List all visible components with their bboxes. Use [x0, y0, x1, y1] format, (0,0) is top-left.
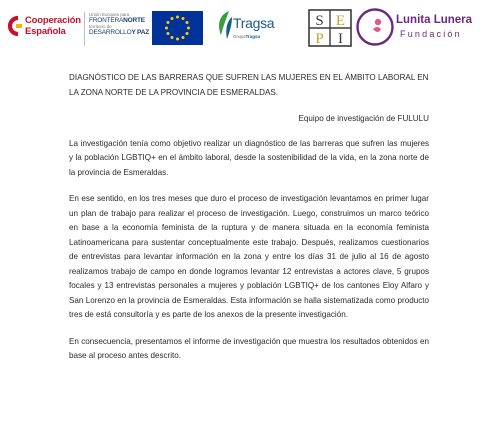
- tragsa-sub-b: Tragsa: [245, 34, 261, 39]
- frontera-small-2: territorio de: [89, 24, 112, 29]
- frontera-big-1: [89, 17, 151, 24]
- eu-star-icon: [166, 32, 169, 35]
- svg-text:E: E: [335, 13, 346, 29]
- paragraph-3: En consecuencia, presentamos el informe de investigación que muestra los resultados obtenidos en base al proceso antes descrito.: [69, 336, 429, 360]
- eu-star-icon: [187, 27, 190, 30]
- document-body: [69, 71, 429, 376]
- tragsa-logo: [215, 9, 285, 49]
- frontera-norte-logo: [84, 12, 151, 46]
- eu-star-icon: [176, 38, 179, 41]
- frontera-big-1a: FRONTERA: [89, 17, 124, 24]
- tragsa-sub: [233, 34, 260, 39]
- eu-flag-icon: [152, 11, 203, 45]
- eu-star-icon: [182, 17, 185, 20]
- eu-star-icon: [165, 27, 168, 30]
- eu-star-icon: [182, 36, 185, 39]
- lunita-lunera-logo: [356, 8, 486, 48]
- sepi-logo: [306, 8, 354, 48]
- frontera-small-1: Unión Europea para: [89, 12, 130, 17]
- eu-star-icon: [166, 21, 169, 24]
- lunita-name: Lunita Lunera: [396, 14, 473, 26]
- lunita-emblem-icon: [356, 8, 394, 46]
- tragsa-name: Tragsa: [233, 15, 275, 31]
- eu-star-icon: [171, 36, 174, 39]
- cooperacion-line1: Cooperación: [25, 15, 81, 26]
- document-team: Equipo de investigación de FULULU: [298, 114, 429, 123]
- svg-text:P: P: [315, 31, 324, 47]
- lunita-sub: Fundación: [400, 29, 462, 39]
- logo-strip: [0, 0, 490, 60]
- cooperacion-espanola-logo: [4, 13, 81, 41]
- frontera-big-2a: DESARROLLO: [89, 29, 132, 36]
- svg-text:I: I: [338, 31, 343, 47]
- tragsa-leaf-icon: [215, 9, 235, 43]
- document-title: DIAGNÓSTICO DE LAS BARRERAS QUE SUFREN LAS MUJERES EN EL ÁMBITO LABORAL EN LA ZONA NORTE DE LA PROVINCIA DE ESMERALDAS.: [69, 73, 429, 97]
- cooperacion-mark-icon: [4, 15, 22, 37]
- cooperacion-line2: Española: [25, 25, 66, 37]
- eu-star-icon: [176, 16, 179, 19]
- frontera-big-2: [89, 29, 151, 36]
- eu-star-icon: [186, 32, 189, 35]
- frontera-big-2b: Y PAZ: [131, 29, 149, 36]
- cooperacion-text: [25, 16, 81, 37]
- eu-star-icon: [171, 17, 174, 20]
- tragsa-sub-a: Grupo: [233, 34, 246, 39]
- frontera-big-1b: NORTE: [123, 17, 145, 24]
- eu-star-icon: [186, 21, 189, 24]
- paragraph-1: La investigación tenía como objetivo realizar un diagnóstico de las barreras que sufren las mujeres y la población LGBTIQ+ en el ámbito laboral, desde la sostenibilidad de la vida, en la zona norte de la provincia de Esmeraldas.: [69, 138, 429, 177]
- svg-text:S: S: [315, 13, 324, 29]
- paragraph-2: En ese sentido, en los tres meses que duro el proceso de investigación levantamos en primer lugar un plan de trabajo para realizar el proceso de investigación. Luego, construimos un marco teórico en base a la economía feminista de la ruptura y de manera situada en la economía feminista Latinoamericana para sustentar conceptualmente este trabajo. Después, realizamos cuestionarios de entrevistas para levantar información en la zona y entre los días 31 de julio al 16 de agosto realizamos trabajo de campo en donde logramos levantar 12 entrevistas a actores clave, 5 grupos focales y 13 entrevistas personales a mujeres y población LGBTIQ+ de los cantones Eloy Alfaro y San Lorenzo en la provincia de Esmeraldas. Esta información se halla sistematizada como producto tres de está consultoría y es parte de los anexos de la presente investigación.: [69, 194, 429, 319]
